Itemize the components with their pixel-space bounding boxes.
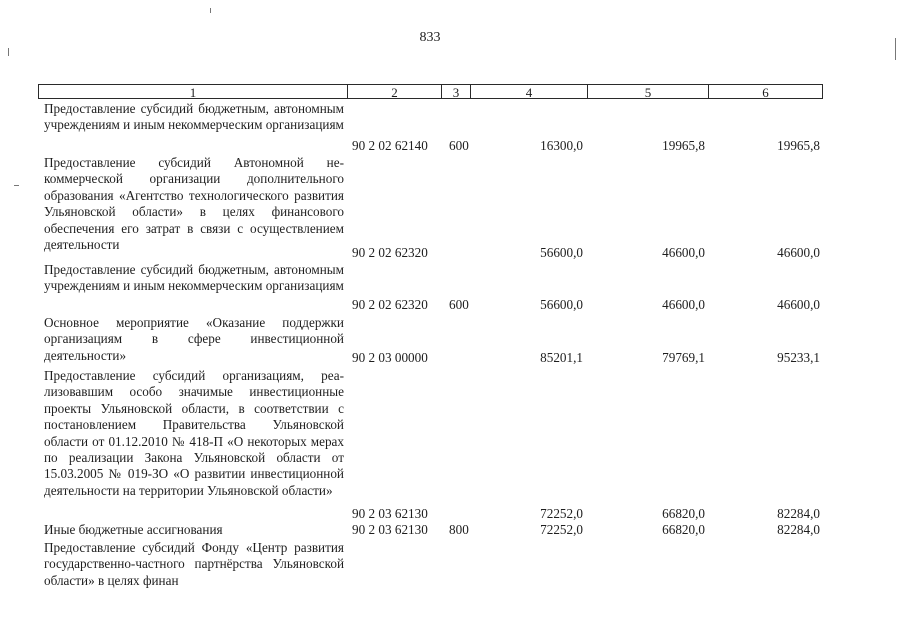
row-description: Предоставление субсидий бюджетным, автономным учреждениям и иным некоммерческим организациям (44, 262, 344, 294)
column-header-5: 5 (588, 84, 709, 99)
row-value-6: 46600,0 (777, 297, 820, 312)
row-value-6: 82284,0 (777, 522, 820, 537)
row-value-5: 19965,8 (662, 138, 705, 153)
row-value-5: 46600,0 (662, 245, 705, 260)
scan-mark (895, 38, 896, 60)
row-description: Предоставление субсидий организациям, реализовавшим особо значимые инвестиционные проекты Ульяновской области, в соответствии с постановлением Правительства Ульяновской области от 01.12.2010 № 418-П «О некоторых мерах по реализации Закона Ульяновской области от 15.03.2005 № 019-ЗО «О развитии инвестиционной деятельности на территории Ульяновской области» (44, 368, 344, 498)
scan-mark (210, 8, 211, 13)
row-value-6: 46600,0 (777, 245, 820, 260)
column-header-4: 4 (471, 84, 588, 99)
scan-mark (14, 185, 19, 186)
row-code: 90 2 02 62320 (352, 245, 428, 260)
row-value-4: 85201,1 (540, 350, 583, 365)
row-value-5: 79769,1 (662, 350, 705, 365)
row-value-5: 66820,0 (662, 522, 705, 537)
row-description: Предоставление субсидий Фонду «Центр развития государственно-частного партнёрства Ульяновской области» в целях финан (44, 540, 344, 588)
row-type: 600 (449, 138, 469, 153)
page-number: 833 (419, 30, 441, 45)
row-value-4: 56600,0 (540, 297, 583, 312)
column-header-1: 1 (38, 84, 348, 99)
row-type: 800 (449, 522, 469, 537)
row-value-4: 56600,0 (540, 245, 583, 260)
scan-mark (8, 48, 9, 56)
row-code: 90 2 03 00000 (352, 350, 428, 365)
row-value-4: 72252,0 (540, 522, 583, 537)
row-code: 90 2 03 62130 (352, 522, 428, 537)
column-header-6: 6 (709, 84, 823, 99)
column-header-2: 2 (348, 84, 442, 99)
row-type: 600 (449, 297, 469, 312)
row-code: 90 2 02 62320 (352, 297, 428, 312)
row-value-4: 72252,0 (540, 506, 583, 521)
row-code: 90 2 02 62140 (352, 138, 428, 153)
row-description: Основное мероприятие «Оказание поддержки организациям в сфере инвестиционной деятельности» (44, 315, 344, 363)
row-value-4: 16300,0 (540, 138, 583, 153)
row-value-6: 19965,8 (777, 138, 820, 153)
row-value-6: 82284,0 (777, 506, 820, 521)
row-value-5: 66820,0 (662, 506, 705, 521)
row-value-6: 95233,1 (777, 350, 820, 365)
row-description: Предоставление субсидий бюджетным, автономным учреждениям и иным некоммерческим организациям (44, 101, 344, 133)
row-description: Предоставление субсидий Автономной некоммерческой организации дополнительного образования «Агентство технологического развития Ульяновской области» в целях финансового обеспечения его затрат в связи с осуществлением деятельности (44, 155, 344, 253)
column-header-3: 3 (442, 84, 471, 99)
row-description: Иные бюджетные ассигнования (44, 522, 223, 537)
row-value-5: 46600,0 (662, 297, 705, 312)
row-code: 90 2 03 62130 (352, 506, 428, 521)
